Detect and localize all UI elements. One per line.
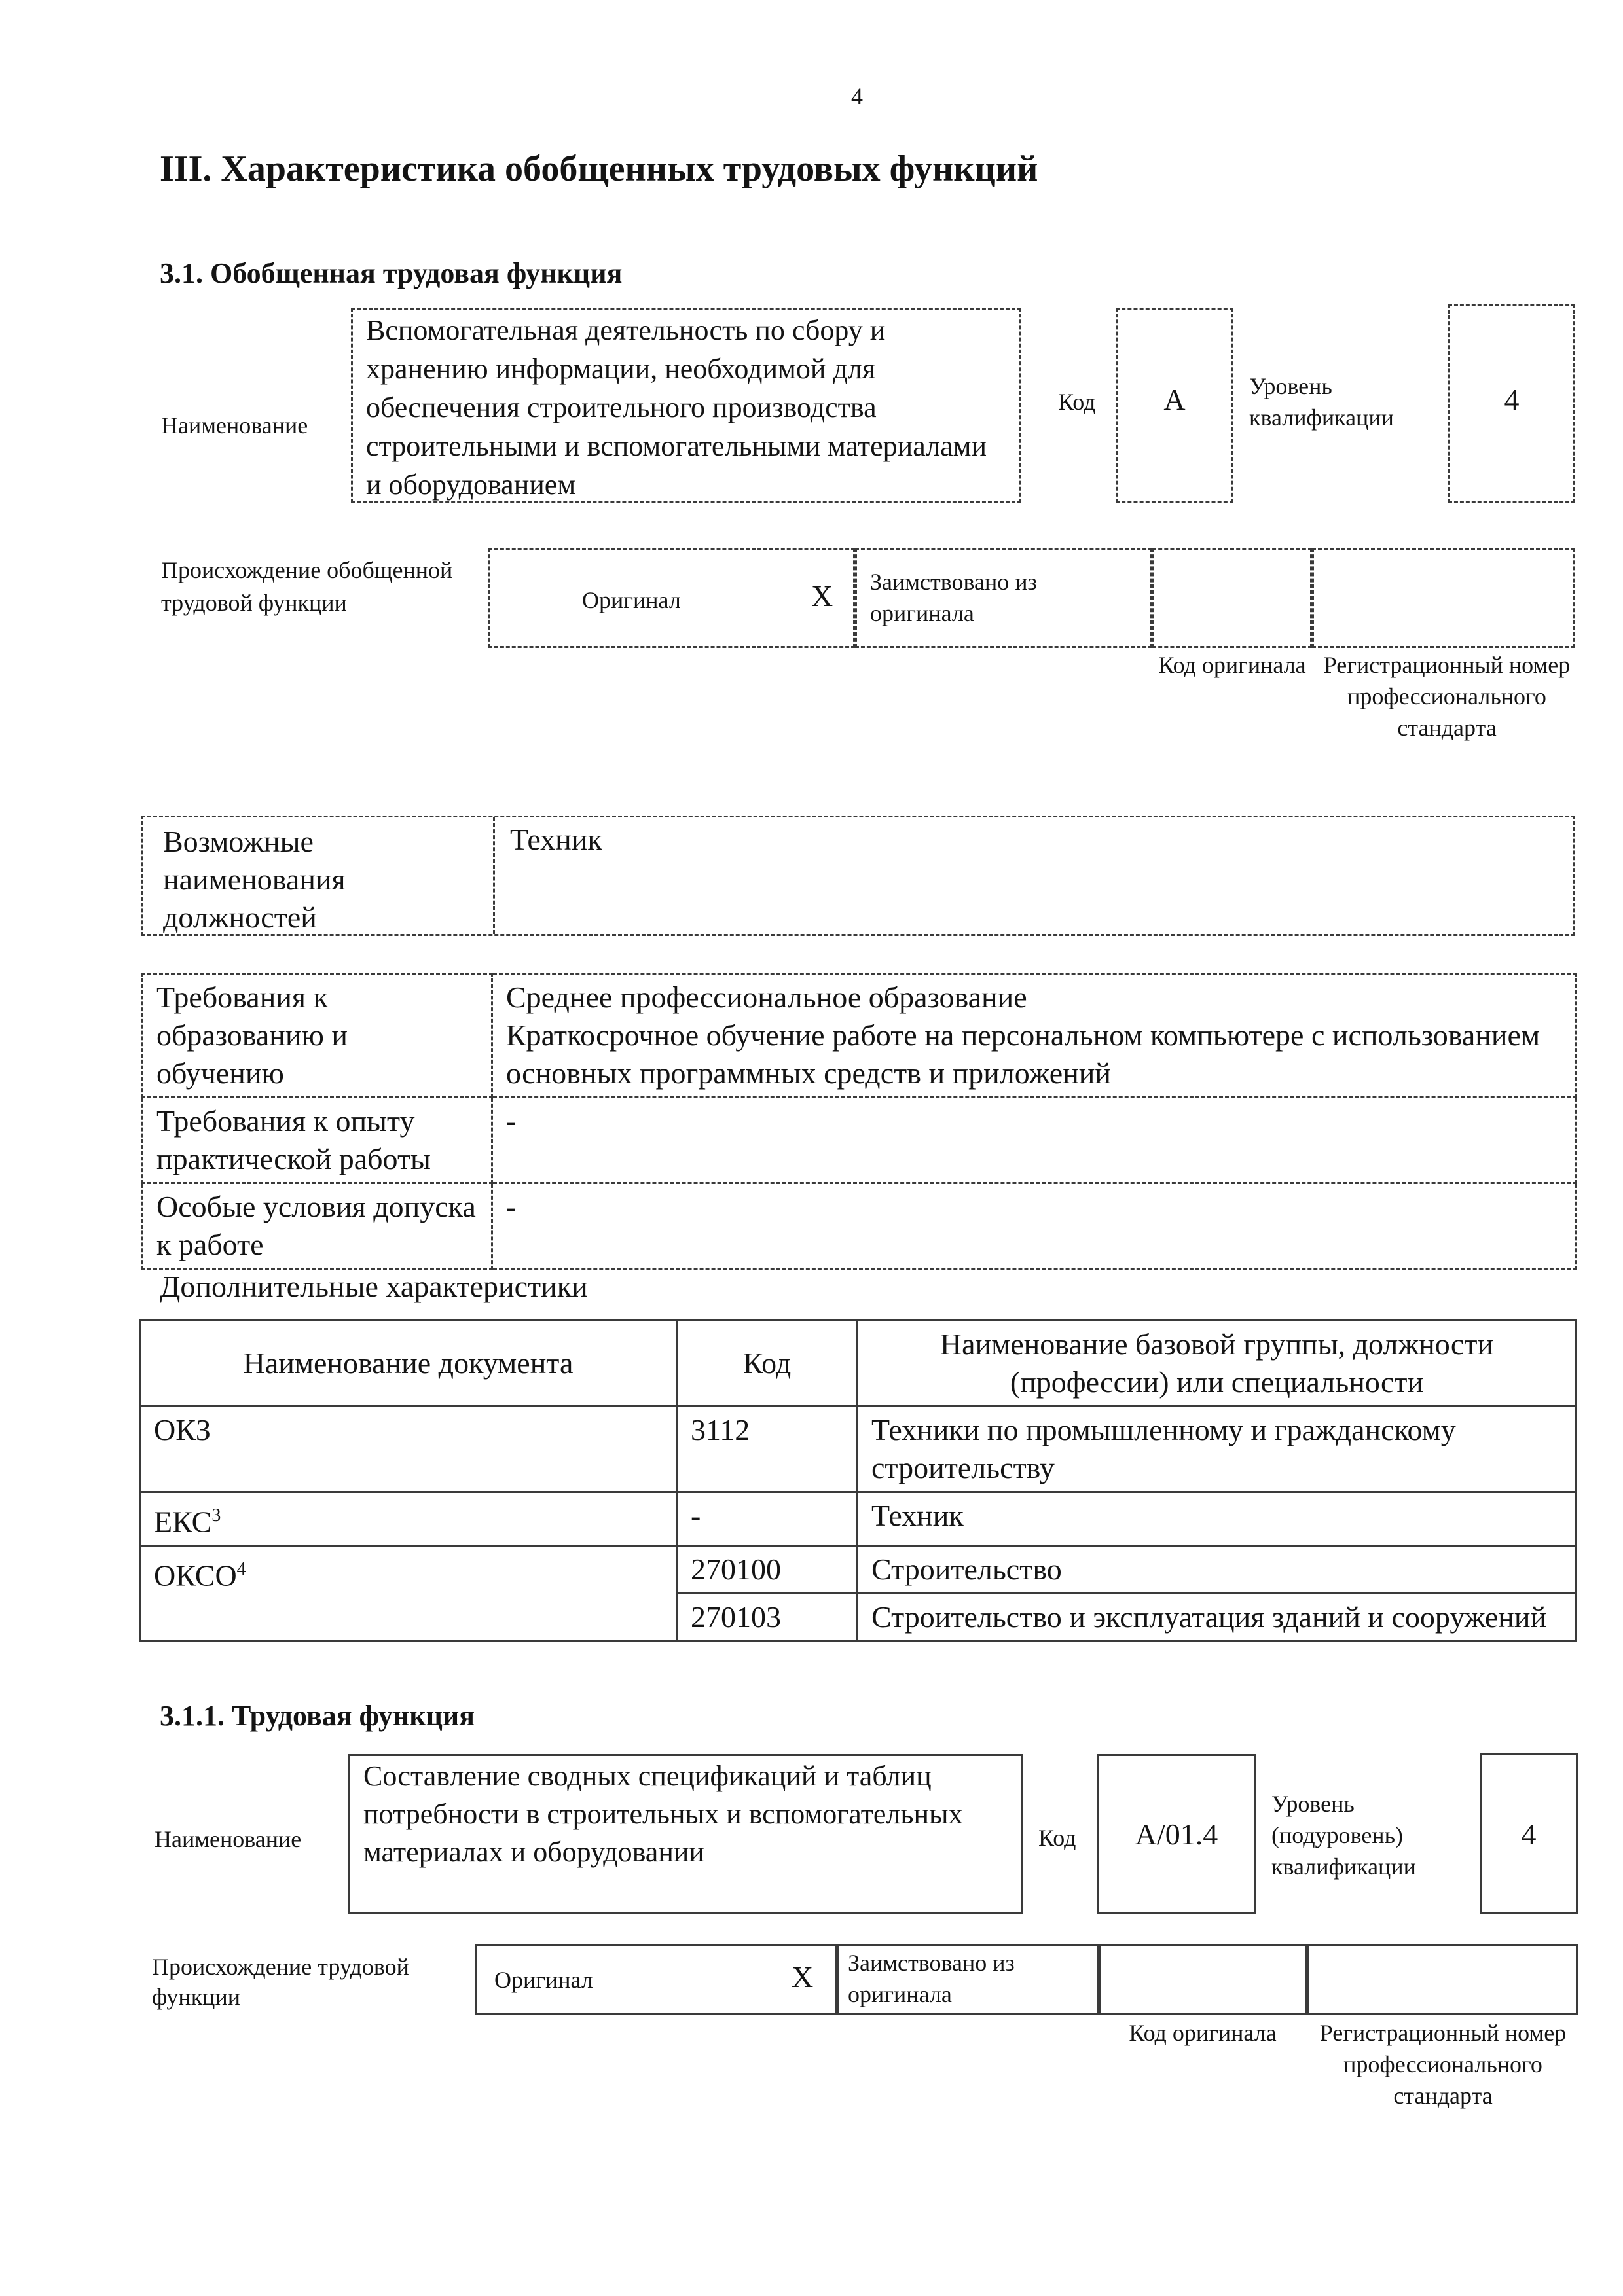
table-row bbox=[140, 1407, 1577, 1492]
gtf-code-value: А bbox=[1163, 383, 1186, 416]
tf-code-original-cell bbox=[1099, 1944, 1307, 2015]
gtf-origin-label: Происхождение обобщенной трудовой функции bbox=[161, 557, 453, 616]
gtf-original-label: Оригинал bbox=[582, 587, 681, 613]
requirements-table bbox=[141, 973, 1577, 1270]
gtf-code-original-caption: Код оригинала bbox=[1158, 652, 1306, 678]
table-row bbox=[140, 1492, 1577, 1546]
footnote-ref: 4 bbox=[236, 1559, 246, 1580]
gtf-code-box bbox=[1116, 308, 1233, 503]
tf-level-label: Уровень (подуровень) квалификации bbox=[1271, 1791, 1416, 1880]
requirement-value: Среднее профессиональное образование Краткосрочное обучение работе на персональном компьютере с использованием основных программных средств и приложений bbox=[492, 974, 1577, 1098]
gtf-reg-number-caption: Регистрационный номер профессионального стандарта bbox=[1323, 652, 1571, 741]
table-row bbox=[143, 1183, 1577, 1269]
tf-original-mark: X bbox=[792, 1960, 814, 1994]
gtf-borrowed-label: Заимствовано из оригинала bbox=[870, 569, 1037, 626]
tf-original-label: Оригинал bbox=[494, 1967, 593, 1993]
column-header: Наименование базовой группы, должности (профессии) или специальности bbox=[858, 1321, 1577, 1407]
doc-code: 270100 bbox=[677, 1546, 858, 1594]
section-title-3-1-1: 3.1.1. Трудовая функция bbox=[160, 1700, 475, 1732]
gtf-name-value: Вспомогательная деятельность по сбору и хранению информации, необходимой для обеспечения строительного производства строительными и вспомогательными материалами и оборудованием bbox=[366, 314, 987, 501]
tf-level-value: 4 bbox=[1521, 1818, 1537, 1851]
tf-origin-label: Происхождение трудовой функции bbox=[152, 1954, 409, 2010]
table-row bbox=[143, 974, 1577, 1098]
group-name: Строительство и эксплуатация зданий и сооружений bbox=[858, 1594, 1577, 1641]
column-header: Код bbox=[677, 1321, 858, 1407]
gtf-reg-number-cell bbox=[1312, 548, 1575, 648]
additional-table bbox=[139, 1319, 1577, 1642]
tf-code-value: А/01.4 bbox=[1135, 1818, 1218, 1851]
requirement-value: - bbox=[492, 1098, 1577, 1183]
doc-name: ОКЗ bbox=[140, 1407, 677, 1492]
gtf-code-label: Код bbox=[1058, 389, 1096, 415]
requirement-value: - bbox=[492, 1183, 1577, 1269]
gtf-level-box bbox=[1448, 304, 1575, 503]
table-row bbox=[143, 1098, 1577, 1183]
gtf-original-mark: X bbox=[811, 579, 833, 613]
doc-code: 270103 bbox=[677, 1594, 858, 1641]
tf-name-box bbox=[348, 1754, 1023, 1914]
table-header-row bbox=[140, 1321, 1577, 1407]
gtf-name-box bbox=[351, 308, 1021, 503]
tf-reg-number-caption: Регистрационный номер профессионального стандарта bbox=[1319, 2020, 1567, 2109]
footnote-ref: 3 bbox=[211, 1505, 221, 1526]
group-name: Техники по промышленному и гражданскому строительству bbox=[858, 1407, 1577, 1492]
doc-code: - bbox=[677, 1492, 858, 1546]
positions-label: Возможные наименования должностей bbox=[163, 825, 346, 934]
positions-box bbox=[141, 816, 1575, 936]
page-title: III. Характеристика обобщенных трудовых функций bbox=[160, 149, 1038, 189]
tf-name-label: Наименование bbox=[155, 1826, 302, 1852]
group-name: Строительство bbox=[858, 1546, 1577, 1594]
tf-level-box bbox=[1480, 1753, 1578, 1914]
tf-original-box bbox=[475, 1944, 837, 2015]
tf-code-original-caption: Код оригинала bbox=[1129, 2020, 1277, 2046]
table-row bbox=[140, 1546, 1577, 1594]
gtf-original-box bbox=[488, 548, 855, 648]
doc-code: 3112 bbox=[677, 1407, 858, 1492]
gtf-name-label: Наименование bbox=[161, 412, 308, 439]
requirement-label: Требования к опыту практической работы bbox=[143, 1098, 492, 1183]
column-header: Наименование документа bbox=[140, 1321, 677, 1407]
positions-value: Техник bbox=[510, 823, 602, 856]
doc-name: ОКСО$^4$ bbox=[140, 1546, 677, 1641]
additional-title: Дополнительные характеристики bbox=[160, 1270, 588, 1303]
tf-code-box bbox=[1097, 1754, 1256, 1914]
doc-name: ЕКС$^3$ bbox=[140, 1492, 677, 1546]
requirement-label: Особые условия допуска к работе bbox=[143, 1183, 492, 1269]
group-name: Техник bbox=[858, 1492, 1577, 1546]
section-title-3-1: 3.1. Обобщенная трудовая функция bbox=[160, 257, 623, 289]
tf-code-label: Код bbox=[1038, 1825, 1076, 1851]
gtf-borrowed-box bbox=[855, 548, 1152, 648]
gtf-code-original-cell bbox=[1152, 548, 1312, 648]
page-number: 4 bbox=[851, 83, 863, 109]
tf-reg-number-cell bbox=[1307, 1944, 1578, 2015]
gtf-level-value: 4 bbox=[1504, 383, 1520, 416]
gtf-level-label: Уровень квалификации bbox=[1249, 373, 1394, 431]
tf-name-value: Составление сводных спецификаций и таблиц потребности в строительных и вспомогательных материалах и оборудовании bbox=[363, 1760, 963, 1868]
tf-borrowed-box bbox=[837, 1944, 1099, 2015]
requirement-label: Требования к образованию и обучению bbox=[143, 974, 492, 1098]
tf-borrowed-label: Заимствовано из оригинала bbox=[848, 1950, 1015, 2007]
